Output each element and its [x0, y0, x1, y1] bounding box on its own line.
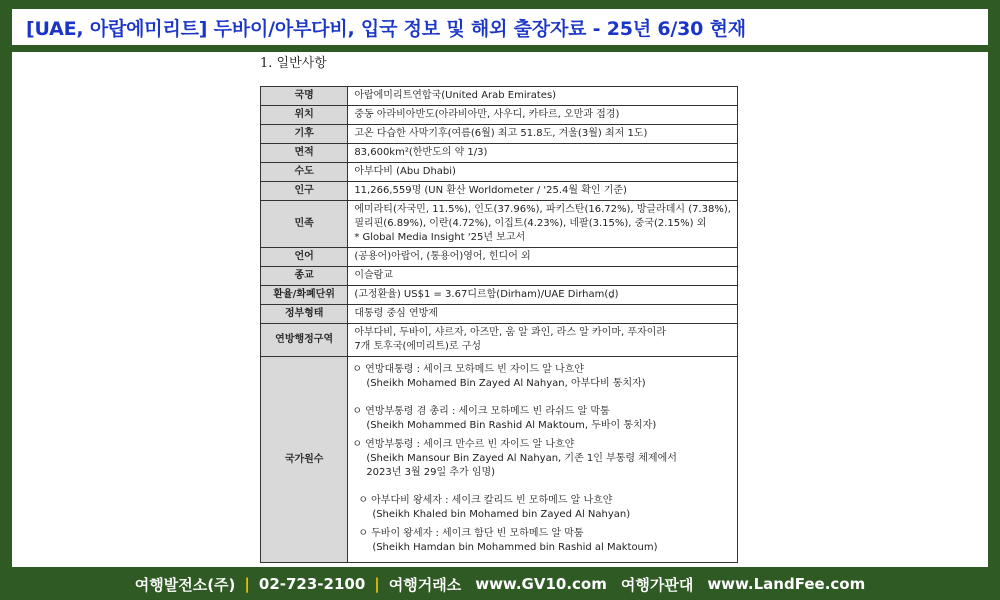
- table-row: [261, 87, 738, 106]
- leader-title: ㅇ 연방부통령 : 세이크 만수르 빈 자이드 알 나흐얀: [352, 439, 575, 450]
- leader-item: [352, 405, 737, 433]
- row-label: 기후: [261, 125, 348, 144]
- leader-item: [352, 438, 737, 480]
- leader-title: ㅇ 연방대통령 : 세이크 모하메드 빈 자이드 알 나흐얀: [352, 364, 584, 375]
- row-value-line: * Global Media Insight '25년 보고서: [354, 232, 526, 243]
- row-value-line: 에미라티(자국민, 11.5%), 인도(37.96%), 파키스탄(16.72%), 방글라데시 (7.38%),: [354, 204, 731, 215]
- leader-item: [352, 494, 737, 522]
- leader-item: [352, 527, 737, 555]
- row-value-line: 이슬람교: [354, 270, 393, 281]
- table-row: [261, 267, 738, 286]
- info-table: [260, 86, 738, 563]
- row-value-line: 7개 토후국(에미리트)로 구성: [354, 341, 482, 352]
- row-value: [348, 182, 738, 201]
- row-label: 국가원수: [261, 357, 348, 563]
- row-value: [348, 106, 738, 125]
- footer-url-1[interactable]: www.GV10.com: [475, 575, 607, 593]
- document-page: [12, 52, 988, 567]
- footer: [0, 568, 1000, 600]
- row-value-line: (고정환율) US$1 = 3.67디르함(Dirham)/UAE Dirham(ḏ): [354, 289, 619, 300]
- table-row: [261, 163, 738, 182]
- row-value: [348, 87, 738, 106]
- row-value-line: 아부다비, 두바이, 샤르자, 아즈만, 움 알 콰인, 라스 알 카이마, 푸자이라: [354, 327, 666, 338]
- table-row: [261, 106, 738, 125]
- row-value: [348, 248, 738, 267]
- row-label: 면적: [261, 144, 348, 163]
- footer-label-1: 여행거래소: [388, 575, 462, 594]
- table-row: [261, 357, 738, 563]
- table-row: [261, 305, 738, 324]
- footer-separator: |: [244, 575, 250, 593]
- footer-url-2[interactable]: www.LandFee.com: [707, 575, 866, 593]
- row-value: [348, 305, 738, 324]
- footer-separator: |: [374, 575, 380, 593]
- row-value-line: 중동 아라비아반도(아라비아만, 사우디, 카타르, 오만과 접경): [354, 109, 620, 120]
- row-value-line: 11,266,559명 (UN 환산 Worldometer / '25.4월 확인 기준): [354, 185, 627, 196]
- footer-company: 여행발전소(주): [134, 575, 236, 594]
- row-label: 정부형태: [261, 305, 348, 324]
- leader-title: ㅇ 두바이 왕세자 : 세이크 함단 빈 모하메드 알 막툼: [358, 528, 584, 539]
- leader-title: ㅇ 아부다비 왕세자 : 세이크 칼리드 빈 모하메드 알 나흐얀: [358, 495, 613, 506]
- leader-name: (Sheikh Mansour Bin Zayed Al Nahyan, 기존 1인 부통령 체제에서: [366, 453, 677, 464]
- footer-phone: 02-723-2100: [258, 575, 366, 593]
- leader-name: (Sheikh Hamdan bin Mohammed bin Rashid al Maktoum): [372, 542, 658, 553]
- row-value: [348, 163, 738, 182]
- leader-name: (Sheikh Mohamed Bin Zayed Al Nahyan, 아부다비 통치자): [366, 378, 646, 389]
- row-value: [348, 267, 738, 286]
- row-value: [348, 125, 738, 144]
- row-value: [348, 201, 738, 248]
- row-value-line: 83,600km²(한반도의 약 1/3): [354, 147, 488, 158]
- row-label: 연방행정구역: [261, 324, 348, 357]
- row-value: [348, 324, 738, 357]
- table-row: [261, 201, 738, 248]
- page-title: [UAE, 아랍에미리트] 두바이/아부다비, 입국 정보 및 해외 출장자료 - 25년 6/30 현재: [26, 17, 746, 40]
- row-value-line: (공용어)아랍어, (통용어)영어, 힌디어 외: [354, 251, 531, 262]
- row-value: [348, 144, 738, 163]
- row-label: 국명: [261, 87, 348, 106]
- row-label: 종교: [261, 267, 348, 286]
- table-row: [261, 286, 738, 305]
- row-value-line: 아부다비 (Abu Dhabi): [354, 166, 456, 177]
- table-row: [261, 248, 738, 267]
- row-label: 인구: [261, 182, 348, 201]
- row-label: 수도: [261, 163, 348, 182]
- leader-item: [352, 363, 737, 391]
- row-label: 환율/화폐단위: [261, 286, 348, 305]
- leaders-list: [348, 357, 738, 563]
- leader-name: (Sheikh Khaled bin Mohamed bin Zayed Al Nahyan): [372, 509, 631, 520]
- title-bar: [12, 9, 988, 45]
- table-row: [261, 144, 738, 163]
- footer-label-2: 여행가판대: [620, 575, 694, 594]
- row-value-line: 고온 다습한 사막기후(여름(6월) 최고 51.8도, 겨울(3월) 최저 1도): [354, 128, 648, 139]
- section-heading: 1. 일반사항: [260, 56, 327, 71]
- row-value: [348, 286, 738, 305]
- row-label: 민족: [261, 201, 348, 248]
- table-row: [261, 182, 738, 201]
- row-value-line: 대통령 중심 연방제: [354, 308, 438, 319]
- leader-title: ㅇ 연방부통령 겸 총리 : 세이크 모하메드 빈 라쉬드 알 막툼: [352, 406, 610, 417]
- table-row: [261, 125, 738, 144]
- row-label: 언어: [261, 248, 348, 267]
- table-row: [261, 324, 738, 357]
- row-value-line: 아랍에미리트연합국(United Arab Emirates): [354, 90, 557, 101]
- row-value-line: 필리핀(6.89%), 이란(4.72%), 이집트(4.23%), 네팔(3.15%), 중국(2.15%) 외: [354, 218, 707, 229]
- leader-name-cont: 2023년 3월 29일 추가 임명): [366, 467, 496, 478]
- leader-name: (Sheikh Mohammed Bin Rashid Al Maktoum, 두바이 통치자): [366, 420, 657, 431]
- row-label: 위치: [261, 106, 348, 125]
